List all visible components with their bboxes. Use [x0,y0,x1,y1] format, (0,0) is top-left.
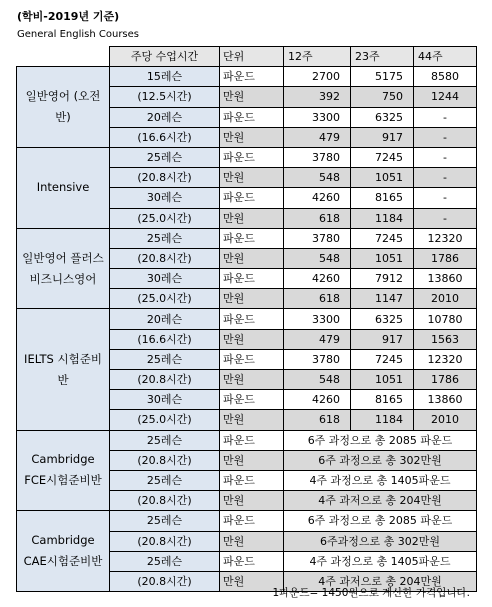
price-23weeks-cell: 1184 [351,208,414,228]
price-12weeks-cell: 618 [284,289,351,309]
weekly-hours-cell: 25레슨 [110,511,220,531]
weekly-hours-cell: 25레슨 [110,430,220,450]
header-blank-cell [17,47,110,67]
price-44weeks-cell: - [414,127,477,147]
price-44weeks-cell: 13860 [414,269,477,289]
course-total-cell: 6주 과정으로 총 302만원 [284,450,477,470]
course-total-cell: 4주 과정으로 총 1405파운드 [284,470,477,490]
unit-cell: 만원 [220,450,284,470]
unit-cell: 만원 [220,127,284,147]
unit-cell: 파운드 [220,269,284,289]
price-23weeks-cell: 5175 [351,67,414,87]
unit-cell: 만원 [220,410,284,430]
course-group-label: IELTS 시험준비반 [17,309,110,430]
price-12weeks-cell: 3780 [284,147,351,167]
unit-cell: 파운드 [220,67,284,87]
price-23weeks-cell: 7245 [351,228,414,248]
unit-cell: 파운드 [220,390,284,410]
unit-cell: 파운드 [220,511,284,531]
weekly-hours-cell: (16.6시간) [110,329,220,349]
unit-cell: 파운드 [220,309,284,329]
price-44weeks-cell: 12320 [414,228,477,248]
price-23weeks-cell: 917 [351,127,414,147]
unit-cell: 만원 [220,329,284,349]
weekly-hours-cell: (20.8시간) [110,248,220,268]
weekly-hours-cell: 25레슨 [110,551,220,571]
price-44weeks-cell: 13860 [414,390,477,410]
price-23weeks-cell: 6325 [351,107,414,127]
footnote: 1파운드= 1450원으로 계산한 가격입니다. [272,587,470,599]
price-23weeks-cell: 7245 [351,147,414,167]
weekly-hours-cell: 30레슨 [110,390,220,410]
price-44weeks-cell: - [414,168,477,188]
price-12weeks-cell: 3300 [284,309,351,329]
weekly-hours-cell: (20.8시간) [110,168,220,188]
table-row [17,430,477,450]
unit-cell: 만원 [220,531,284,551]
price-12weeks-cell: 2700 [284,67,351,87]
unit-cell: 파운드 [220,551,284,571]
price-44weeks-cell: 2010 [414,289,477,309]
unit-cell: 만원 [220,208,284,228]
price-44weeks-cell: - [414,188,477,208]
price-23weeks-cell: 8165 [351,188,414,208]
course-total-cell: 4주 과정으로 총 1405파운드 [284,551,477,571]
tuition-table-body [17,47,477,592]
price-44weeks-cell: 1244 [414,87,477,107]
price-23weeks-cell: 917 [351,329,414,349]
course-total-cell: 4주 과저으로 총 204만원 [284,571,477,591]
weekly-hours-cell: 20레슨 [110,309,220,329]
price-23weeks-cell: 1051 [351,168,414,188]
price-12weeks-cell: 548 [284,370,351,390]
unit-cell: 파운드 [220,147,284,167]
weekly-hours-cell: (20.8시간) [110,531,220,551]
unit-cell: 파운드 [220,188,284,208]
table-row [17,511,477,531]
header-44weeks: 44주 [414,47,477,67]
price-12weeks-cell: 479 [284,127,351,147]
price-23weeks-cell: 1051 [351,248,414,268]
price-12weeks-cell: 4260 [284,390,351,410]
price-44weeks-cell: - [414,147,477,167]
unit-cell: 만원 [220,491,284,511]
unit-cell: 만원 [220,87,284,107]
weekly-hours-cell: 30레슨 [110,188,220,208]
weekly-hours-cell: (25.0시간) [110,208,220,228]
price-12weeks-cell: 3780 [284,228,351,248]
weekly-hours-cell: (20.8시간) [110,450,220,470]
unit-cell: 만원 [220,248,284,268]
price-44weeks-cell: 1786 [414,248,477,268]
price-23weeks-cell: 1184 [351,410,414,430]
price-12weeks-cell: 3300 [284,107,351,127]
price-44weeks-cell: 1786 [414,370,477,390]
course-group-label: Cambridge CAE시험준비반 [17,511,110,592]
course-total-cell: 4주 과저으로 총 204만원 [284,491,477,511]
price-23weeks-cell: 6325 [351,309,414,329]
price-44weeks-cell: 1563 [414,329,477,349]
header-hours: 주당 수업시간 [110,47,220,67]
weekly-hours-cell: 15레슨 [110,67,220,87]
price-23weeks-cell: 8165 [351,390,414,410]
unit-cell: 파운드 [220,430,284,450]
section-subtitle: General English Courses [17,29,139,40]
header-23weeks: 23주 [351,47,414,67]
course-group-label: Cambridge FCE시험준비반 [17,430,110,511]
price-12weeks-cell: 4260 [284,188,351,208]
course-total-cell: 6주과정으로 총 302만원 [284,531,477,551]
table-row [17,309,477,329]
weekly-hours-cell: (12.5시간) [110,87,220,107]
price-44weeks-cell: 8580 [414,67,477,87]
unit-cell: 파운드 [220,349,284,369]
unit-cell: 만원 [220,370,284,390]
table-header-row [17,47,477,67]
course-group-label: 일반영어 (오전반) [17,67,110,148]
weekly-hours-cell: (25.0시간) [110,410,220,430]
header-unit: 단위 [220,47,284,67]
course-group-label: 일반영어 플러스 비즈니스영어 [17,228,110,309]
price-12weeks-cell: 548 [284,168,351,188]
price-23weeks-cell: 1147 [351,289,414,309]
unit-cell: 만원 [220,571,284,591]
tuition-table [16,46,477,592]
weekly-hours-cell: 25레슨 [110,349,220,369]
price-12weeks-cell: 4260 [284,269,351,289]
unit-cell: 파운드 [220,470,284,490]
weekly-hours-cell: (20.8시간) [110,370,220,390]
weekly-hours-cell: 20레슨 [110,107,220,127]
price-12weeks-cell: 618 [284,208,351,228]
price-23weeks-cell: 750 [351,87,414,107]
unit-cell: 만원 [220,168,284,188]
unit-cell: 파운드 [220,107,284,127]
weekly-hours-cell: 25레슨 [110,228,220,248]
table-row [17,147,477,167]
weekly-hours-cell: 25레슨 [110,470,220,490]
unit-cell: 파운드 [220,228,284,248]
course-total-cell: 6주 과정으로 총 2085 파운드 [284,511,477,531]
weekly-hours-cell: 25레슨 [110,147,220,167]
price-12weeks-cell: 3780 [284,349,351,369]
price-23weeks-cell: 7912 [351,269,414,289]
tuition-table-wrapper [16,46,476,592]
weekly-hours-cell: (20.8시간) [110,571,220,591]
course-group-label: Intensive [17,147,110,228]
page-title: (학비-2019년 기준) [17,10,120,23]
price-12weeks-cell: 548 [284,248,351,268]
price-44weeks-cell: 10780 [414,309,477,329]
price-12weeks-cell: 392 [284,87,351,107]
table-row [17,67,477,87]
price-44weeks-cell: 12320 [414,349,477,369]
weekly-hours-cell: (16.6시간) [110,127,220,147]
header-12weeks: 12주 [284,47,351,67]
price-44weeks-cell: - [414,107,477,127]
price-44weeks-cell: 2010 [414,410,477,430]
table-row [17,228,477,248]
price-44weeks-cell: - [414,208,477,228]
weekly-hours-cell: (25.0시간) [110,289,220,309]
price-23weeks-cell: 7245 [351,349,414,369]
price-12weeks-cell: 479 [284,329,351,349]
price-23weeks-cell: 1051 [351,370,414,390]
weekly-hours-cell: (20.8시간) [110,491,220,511]
unit-cell: 만원 [220,289,284,309]
weekly-hours-cell: 30레슨 [110,269,220,289]
course-total-cell: 6주 과정으로 총 2085 파운드 [284,430,477,450]
price-12weeks-cell: 618 [284,410,351,430]
